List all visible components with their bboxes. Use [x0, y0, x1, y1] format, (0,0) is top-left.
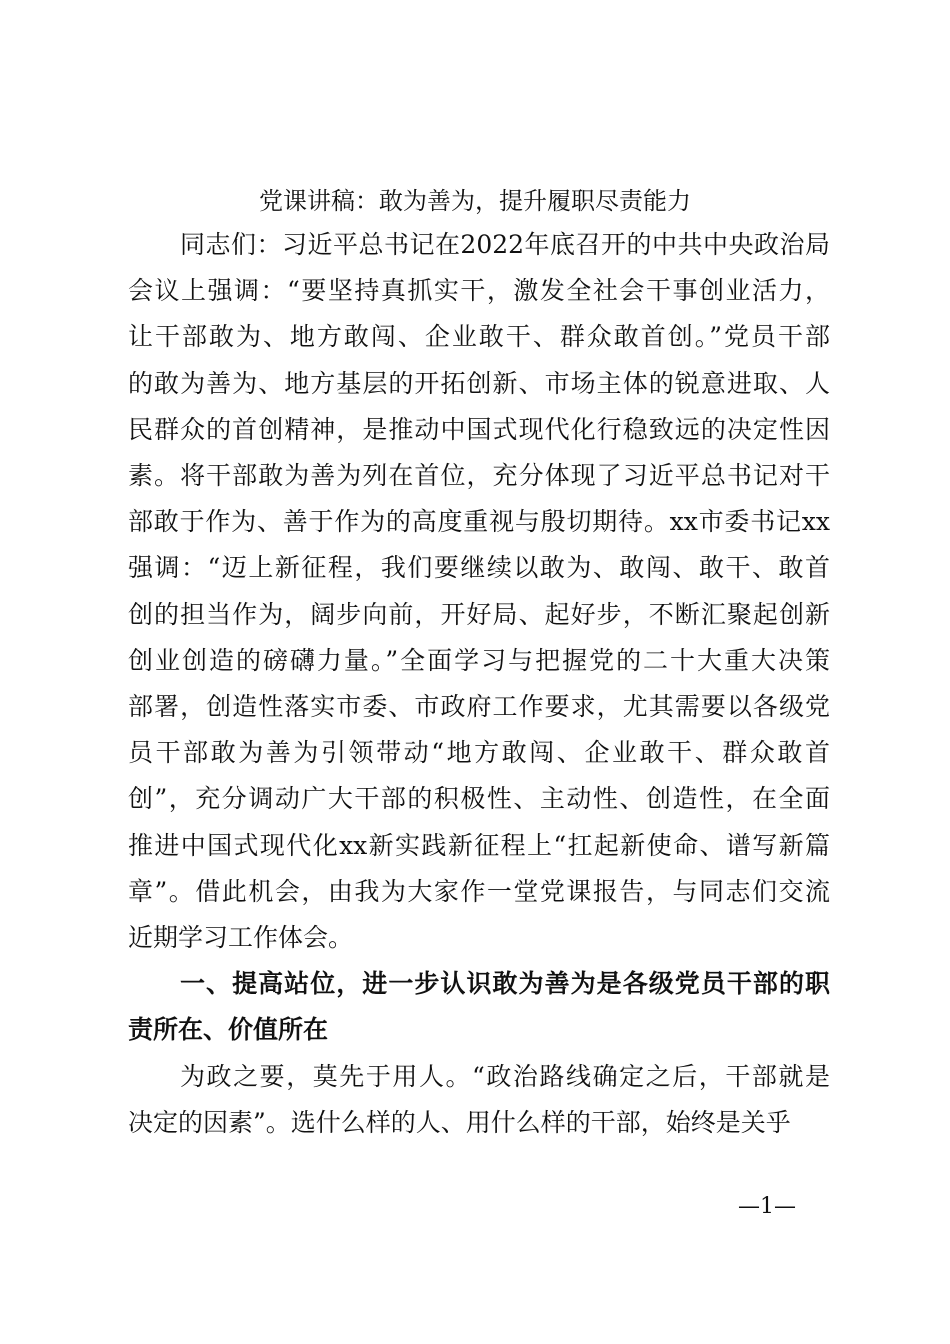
paragraph-line: 部敢于作为、善于作为的高度重视与殷切期待。xx市委书记xx	[128, 507, 830, 537]
paragraph-line: 会议上强调：“要坚持真抓实干，激发全社会干事创业活力，	[128, 276, 830, 306]
paragraph-line: 推进中国式现代化xx新实践新征程上“扛起新使命、谱写新篇	[128, 830, 830, 860]
page-number: —1—	[738, 1194, 796, 1219]
paragraph-line: 员干部敢为善为引领带动“地方敢闯、企业敢干、群众敢首	[128, 738, 830, 768]
paragraph-line: 创业创造的磅礴力量。”全面学习与把握党的二十大重大决策	[128, 645, 830, 675]
section-heading-line: 一、提高站位，进一步认识敢为善为是各级党员干部的职	[180, 969, 830, 999]
paragraph-line: 创”，充分调动广大干部的积极性、主动性、创造性，在全面	[128, 784, 830, 814]
paragraph-line: 同志们：习近平总书记在2022年底召开的中共中央政治局	[180, 230, 830, 259]
paragraph-line: 为政之要，莫先于用人。“政治路线确定之后，干部就是	[180, 1061, 830, 1091]
paragraph-line: 创的担当作为，阔步向前，开好局、起好步，不断汇聚起创新	[128, 599, 830, 629]
paragraph-line: 决定的因素”。选什么样的人、用什么样的干部，始终是关乎	[128, 1107, 791, 1137]
paragraph-line: 章”。借此机会，由我为大家作一堂党课报告，与同志们交流	[128, 876, 830, 906]
paragraph-line: 让干部敢为、地方敢闯、企业敢干、群众敢首创。”党员干部	[128, 322, 830, 352]
paragraph-line: 的敢为善为、地方基层的开拓创新、市场主体的锐意进取、人	[128, 368, 830, 398]
paragraph-line: 民群众的首创精神，是推动中国式现代化行稳致远的决定性因	[128, 414, 830, 444]
paragraph-line: 近期学习工作体会。	[128, 923, 354, 952]
section-heading-line: 责所在、价值所在	[128, 1015, 329, 1045]
document-title: 党课讲稿：敢为善为，提升履职尽责能力	[259, 187, 691, 215]
paragraph-line: 强调：“迈上新征程，我们要继续以敢为、敢闯、敢干、敢首	[128, 553, 830, 583]
paragraph-line: 素。将干部敢为善为列在首位，充分体现了习近平总书记对干	[128, 461, 830, 490]
paragraph-line: 部署，创造性落实市委、市政府工作要求，尤其需要以各级党	[128, 692, 830, 721]
